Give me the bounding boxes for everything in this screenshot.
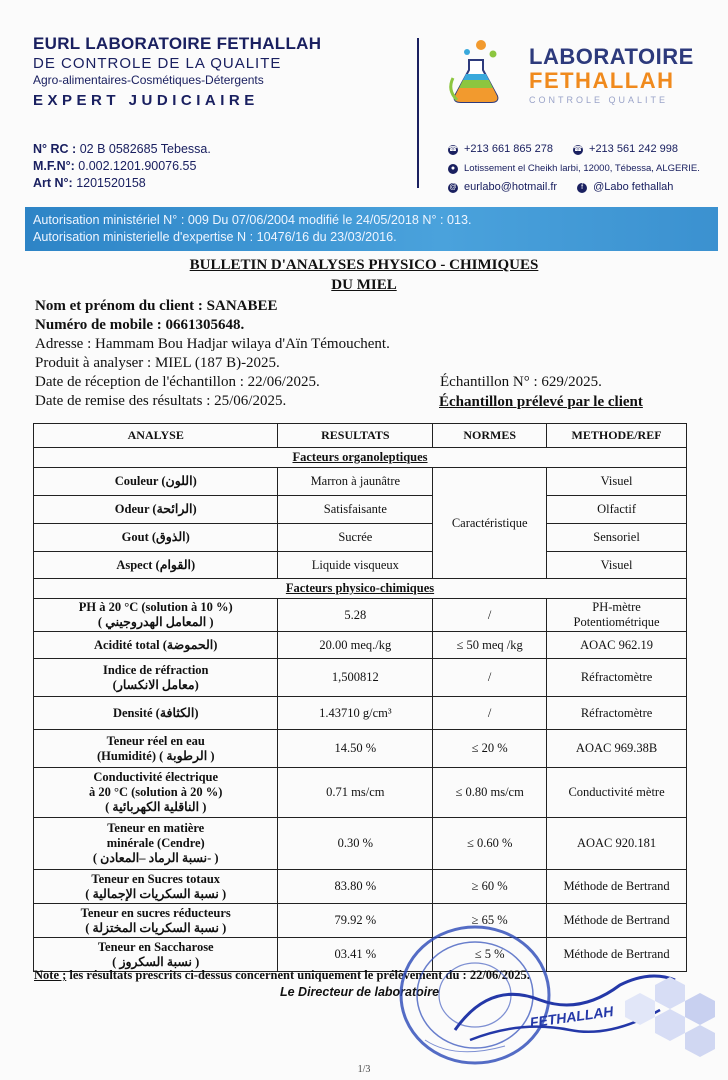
table-row — [34, 768, 687, 818]
table-row — [34, 632, 687, 659]
address: Lotissement el Cheikh larbi, 12000, Tébessa, ALGERIE. — [464, 163, 700, 174]
result-cell: 03.41 % — [278, 938, 433, 972]
logo-text-line1: LABORATOIRE — [529, 44, 694, 69]
rc-value: 02 B 0582685 Tebessa. — [79, 142, 211, 156]
method-cell: AOAC 920.181 — [547, 818, 687, 870]
authorization-band — [25, 207, 718, 251]
table-row — [34, 599, 687, 632]
company-subtitle: DE CONTROLE DE LA QUALITE — [33, 55, 282, 72]
norme-cell: ≤ 5 % — [433, 938, 547, 972]
section-physico-chimiques: Facteurs physico-chimiques — [34, 579, 687, 599]
analyse-line: (Humidité) ( الرطوبة ) — [96, 748, 215, 763]
result-cell: 0.71 ms/cm — [278, 768, 433, 818]
table-row — [34, 818, 687, 870]
company-ids — [33, 141, 211, 192]
method-cell: Olfactif — [547, 496, 687, 524]
email: eurlabo@hotmail.fr — [464, 181, 558, 193]
company-header — [33, 34, 413, 112]
norme-cell: ≥ 60 % — [433, 870, 547, 904]
analyse-line: Indice de réfraction — [102, 662, 209, 677]
analyse-line: ( نسبة الرماد –المعادن- ) — [92, 851, 219, 865]
client-mobile: Numéro de mobile : 0661305648. — [35, 317, 245, 333]
analyse-line: Teneur en matière — [107, 821, 205, 835]
reception-date: Date de réception de l'échantillon : 22/06/2025. — [35, 374, 320, 390]
analyse-line: Teneur en Sucres totaux — [91, 871, 221, 886]
method-cell: Conductivité mètre — [547, 768, 687, 818]
sample-source: Échantillon prélevé par le client — [439, 394, 643, 410]
authorization-line-1: Autorisation ministériel N° : 009 Du 07/06/2004 modifié le 24/05/2018 N° : 013. — [33, 213, 472, 227]
phone-icon: ☎ — [448, 145, 458, 153]
contact-block — [448, 140, 700, 197]
lab-logo — [445, 38, 705, 110]
facebook: @Labo fethallah — [593, 181, 674, 193]
analyse-cell — [34, 870, 278, 904]
email-icon: @ — [449, 183, 457, 191]
method-cell — [547, 599, 687, 632]
result-cell: 1.43710 g/cm³ — [278, 697, 433, 730]
analyse-cell: Gout (الذوق) — [34, 524, 278, 552]
result-cell: 83.80 % — [278, 870, 433, 904]
page-number: 1/3 — [357, 1064, 371, 1075]
table-row — [34, 697, 687, 730]
mfn-value: 0.002.1201.90076.55 — [78, 159, 197, 173]
director-label: Le Directeur de laboratoire — [280, 985, 440, 999]
analyse-cell — [34, 904, 278, 938]
analyse-line: ( المعامل الهدروجيني ) — [97, 615, 214, 629]
analyse-cell — [34, 818, 278, 870]
header-resultats: RESULTATS — [278, 424, 433, 448]
norme-cell: ≥ 65 % — [433, 904, 547, 938]
analyse-line: Teneur en sucres réducteurs — [80, 905, 231, 920]
table-row — [34, 904, 687, 938]
result-cell: 14.50 % — [278, 730, 433, 768]
result-cell: Liquide visqueux — [278, 552, 433, 579]
method-cell: AOAC 969.38B — [547, 730, 687, 768]
bulletin-subtitle: DU MIEL — [331, 277, 397, 293]
sample-number: Échantillon N° : 629/2025. — [440, 374, 602, 390]
location-pin-icon: ● — [448, 164, 458, 174]
method-line: Potentiométrique — [573, 615, 660, 629]
result-cell: 20.00 meq./kg — [278, 632, 433, 659]
phone-1: +213 661 865 278 — [464, 143, 554, 155]
header-analyse: ANALYSE — [34, 424, 278, 448]
analyse-line: Teneur réel en eau — [106, 733, 205, 748]
norme-cell: / — [433, 697, 547, 730]
analyse-cell: Acidité total (الحموضة) — [34, 632, 278, 659]
table-row — [34, 730, 687, 768]
logo-text-line3: CONTROLE QUALITE — [529, 95, 669, 105]
bulletin-title: BULLETIN D'ANALYSES PHYSICO - CHIMIQUES — [189, 257, 539, 273]
facebook-icon: f — [577, 183, 587, 193]
table-row — [34, 524, 687, 552]
analyse-cell: Couleur (اللون) — [34, 468, 278, 496]
method-cell: Méthode de Bertrand — [547, 938, 687, 972]
analyse-cell — [34, 659, 278, 697]
table-row — [34, 552, 687, 579]
client-name: Nom et prénom du client : SANABEE — [35, 298, 278, 314]
method-cell: Visuel — [547, 468, 687, 496]
norme-cell: ≤ 0.80 ms/cm — [433, 768, 547, 818]
result-cell: Satisfaisante — [278, 496, 433, 524]
company-name: EURL LABORATOIRE FETHALLAH — [33, 34, 322, 53]
header-methode: METHODE/REF — [547, 424, 687, 448]
analyse-line: Conductivité électrique — [93, 770, 219, 784]
section-row — [34, 579, 687, 599]
analyse-line: Teneur en Saccharose — [97, 939, 214, 954]
analyse-cell — [34, 938, 278, 972]
company-expert: EXPERT JUDICIAIRE — [33, 92, 259, 109]
result-cell: Marron à jaunâtre — [278, 468, 433, 496]
whatsapp-icon: ☎ — [573, 145, 583, 153]
analyse-cell — [34, 599, 278, 632]
client-address: Adresse : Hammam Bou Hadjar wilaya d'Aïn Témouchent. — [35, 336, 390, 352]
analyse-line: ( الناقلية الكهربائية ) — [105, 800, 207, 814]
mfn-label: M.F.N°: — [33, 159, 75, 173]
method-cell: Sensoriel — [547, 524, 687, 552]
result-cell: 5.28 — [278, 599, 433, 632]
product: Produit à analyser : MIEL (187 B)-2025. — [35, 355, 280, 371]
method-cell: Réfractomètre — [547, 697, 687, 730]
table-row — [34, 870, 687, 904]
norme-cell: ≤ 0.60 % — [433, 818, 547, 870]
norme-cell: ≤ 20 % — [433, 730, 547, 768]
table-row — [34, 496, 687, 524]
company-activities: Agro-alimentaires-Cosmétiques-Détergents — [33, 73, 264, 87]
norme-cell: Caractéristique — [433, 468, 547, 579]
method-cell: Visuel — [547, 552, 687, 579]
method-cell: Réfractomètre — [547, 659, 687, 697]
result-cell: Sucrée — [278, 524, 433, 552]
rc-label: N° RC : — [33, 142, 77, 156]
note-label: Note ; — [34, 968, 67, 982]
analyse-line: (معامل الانكسار) — [112, 677, 199, 692]
table-row — [34, 659, 687, 697]
method-line: PH-mètre — [592, 600, 641, 614]
header-normes: NORMES — [433, 424, 547, 448]
method-cell: Méthode de Bertrand — [547, 904, 687, 938]
table-header-row — [34, 424, 687, 448]
table-row — [34, 468, 687, 496]
art-label: Art N°: — [33, 176, 73, 190]
signature-text: FETHALLAH — [528, 1002, 615, 1031]
results-table — [33, 423, 687, 972]
analyse-line: ( نسبة السكريات الإجمالية ) — [85, 886, 227, 901]
analyse-line: minérale (Cendre) — [106, 836, 205, 850]
norme-cell: / — [433, 599, 547, 632]
logo-text-line2: FETHALLAH — [529, 68, 675, 93]
section-organoleptiques: Facteurs organoleptiques — [34, 448, 687, 468]
norme-cell: / — [433, 659, 547, 697]
art-value: 1201520158 — [76, 176, 146, 190]
result-cell: 79.92 % — [278, 904, 433, 938]
analyse-line: ( نسبة السكريات المختزلة ) — [85, 920, 227, 935]
analyse-cell — [34, 768, 278, 818]
analyse-cell: Densité (الكثافة) — [34, 697, 278, 730]
analyse-cell: Aspect (القوام) — [34, 552, 278, 579]
result-cell: 1,500812 — [278, 659, 433, 697]
section-row — [34, 448, 687, 468]
analyse-line: ( نسبة السكروز ) — [112, 954, 200, 969]
analyse-line: à 20 °C (solution à 20 %) — [88, 785, 223, 799]
client-info — [35, 297, 390, 411]
method-cell: AOAC 962.19 — [547, 632, 687, 659]
hexagon-decoration-icon — [620, 965, 720, 1065]
norme-cell: ≤ 50 meq /kg — [433, 632, 547, 659]
phone-2: +213 561 242 998 — [589, 143, 679, 155]
note-text: les résultats prescrits ci-dessus concernent uniquement le prélèvement du : 22/06/2025. — [66, 968, 530, 982]
method-cell: Méthode de Bertrand — [547, 870, 687, 904]
result-cell: 0.30 % — [278, 818, 433, 870]
analyse-cell: Odeur (الرائحة) — [34, 496, 278, 524]
analyse-line: PH à 20 °C (solution à 10 %) — [78, 600, 233, 614]
authorization-line-2: Autorisation ministerielle d'expertise N : 10476/16 du 23/03/2016. — [33, 230, 397, 244]
results-date: Date de remise des résultats : 25/06/2025. — [35, 393, 287, 409]
flask-logo-icon — [445, 38, 507, 106]
header-divider — [417, 38, 419, 188]
analyse-cell — [34, 730, 278, 768]
